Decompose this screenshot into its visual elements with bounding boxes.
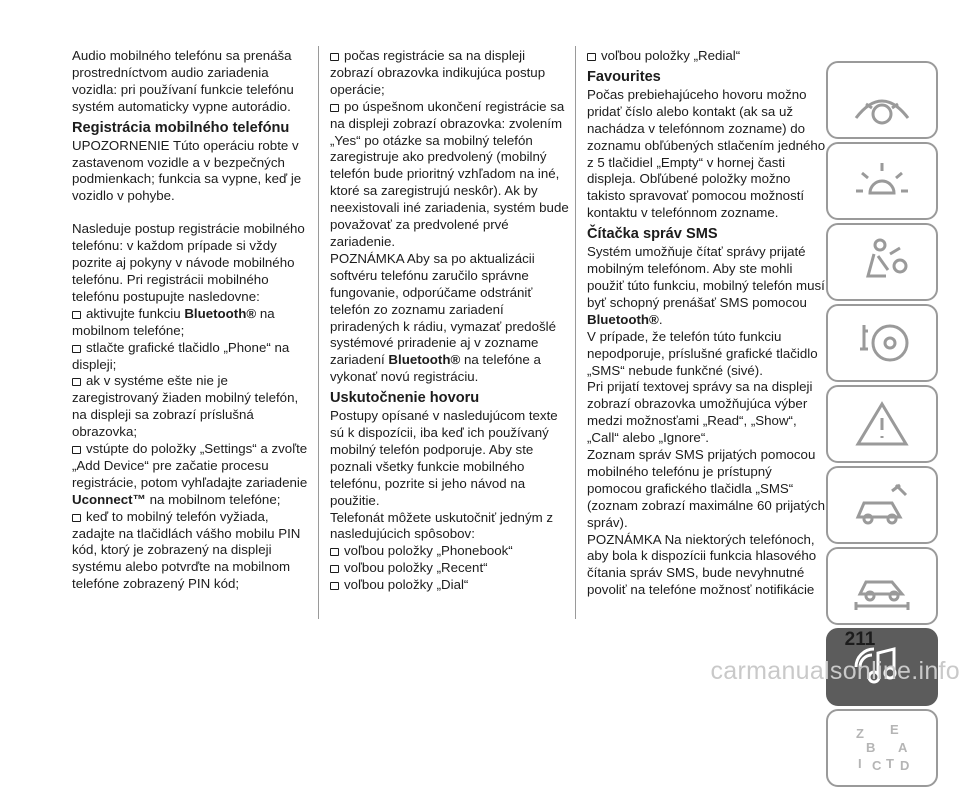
column-divider <box>575 46 576 619</box>
emergency-triangle-icon <box>852 398 912 450</box>
index-letter: B <box>866 740 876 755</box>
text-run: na mobilnom telefóne; <box>145 491 281 507</box>
tab-airbag-seatbelt[interactable] <box>826 223 938 301</box>
bullet-item: voľbou položky „Redial“ <box>587 48 829 65</box>
bullet-item: voľbou položky „Dial“ <box>330 577 572 594</box>
section-heading: Registrácia mobilného telefónu <box>72 119 290 136</box>
tab-alphabetical-index[interactable] <box>826 709 938 787</box>
watermark: carmanualsonline.info <box>710 657 960 685</box>
text-run: aktivujte funkciu <box>86 305 185 321</box>
text-run: Systém umožňuje čítať správy prijaté mobilným telefónom. Aby ste mohli použiť túto funkciu, mobilný telefón musí byť schopný prenášať SMS pomocou <box>587 244 825 310</box>
index-letter: Z <box>856 726 864 741</box>
text-run: POZNÁMKA Aby sa po aktualizácii softvéru telefónu zaručilo správne fungovanie, odporúčame odstrániť telefón zo zoznamu zariadení priradených k rádiu, vymazať predošlé systémové priradenie aj v zozname zariadení <box>330 250 556 368</box>
car-interior-icon <box>852 74 912 126</box>
bold-term: Bluetooth® <box>587 311 659 327</box>
index-letter: T <box>886 756 894 771</box>
bold-term: Bluetooth® <box>388 352 461 368</box>
paragraph: Telefonát môžete uskutočniť jedným z nasledujúcich spôsobov: <box>330 509 554 542</box>
paragraph <box>587 244 829 329</box>
tab-steering-wheel-key[interactable] <box>826 304 938 382</box>
section-heading: Čítačka správ SMS <box>587 226 718 243</box>
paragraph: Pri prijatí textovej správy sa na displeji zobrazí obrazovka umožňujúca výber medzi možnosťami „Read“, „Show“, „Call“ alebo „Ignore“. <box>587 379 813 446</box>
steering-wheel-key-icon <box>852 317 912 369</box>
column-divider <box>318 46 319 619</box>
text-run: . <box>658 311 663 327</box>
paragraph: Zoznam správ SMS prijatých pomocou mobilného telefónu je prístupný pomocou grafického tlačidla „SMS“ (zoznam zobrazí maximálne 60 prijatých správ). <box>587 447 825 530</box>
text-column-3 <box>587 48 829 599</box>
paragraph: Postupy opísané v nasledujúcom texte sú k dispozícii, iba keď ich používaný mobilný telefón podporuje. Aby ste poznali všetky funkcie mobilného telefónu, pozrite si jeho návod na použitie. <box>330 408 558 508</box>
paragraph <box>330 251 572 386</box>
tab-car-interior[interactable] <box>826 61 938 139</box>
paragraph: V prípade, že telefón túto funkciu nepodporuje, príslušné grafické tlačidlo „SMS“ nebude funkčné (sivé). <box>587 328 818 378</box>
bullet-item <box>72 441 314 509</box>
index-letter: D <box>900 758 910 773</box>
paragraph: Audio mobilného telefónu sa prenáša prostredníctvom audio zariadenia vozidla: pri používaní funkcie telefónu systém automaticky vypne autorádio. <box>72 48 294 114</box>
warning-lights-icon <box>852 155 912 207</box>
page-number: 211 <box>844 629 876 650</box>
car-dimensions-icon <box>852 560 912 612</box>
alphabetical-index-icon <box>852 722 912 774</box>
index-letter: E <box>890 722 899 737</box>
bullet-item: po úspešnom ukončení registrácie sa na displeji zobrazí obrazovka: zvolením „Yes“ po otázke sa mobilný telefón zaregistruje ako predvolený (mobilný telefón bude prioritný vzhľadom na iné, ktoré sa zaregistrujú neskôr). Ak by neexistovali iné zariadenia, systém bude považovať za predvolené prvé zariadenie. <box>330 99 572 251</box>
bullet-item: počas registrácie sa na displeji zobrazí obrazovka indikujúca postup operácie; <box>330 48 572 99</box>
index-letter: C <box>872 758 882 773</box>
paragraph: POZNÁMKA Na niektorých telefónoch, aby bola k dispozícii funkcia hlasového čítania správ SMS, bude nevyhnutné povoliť na telefóne možnosť notifikácie <box>587 531 817 598</box>
section-heading: Favourites <box>587 68 661 85</box>
paragraph: Nasleduje postup registrácie mobilného telefónu: v každom prípade si vždy pozrite aj pokyny v návode mobilného telefónu. Pri registrácii mobilného telefónu postupujte nasledovne: <box>72 221 305 304</box>
bullet-item: voľbou položky „Phonebook“ <box>330 543 572 560</box>
paragraph: Počas prebiehajúceho hovoru možno pridať číslo alebo kontakt (ak sa už nachádza v telefónnom zozname) do zoznamu obľúbených stlačením jedného z 5 tlačidiel „Empty“ v hornej časti displeja. Obľúbené položky možno takisto spravovať pomocou možností kontaktu v telefónnom zozname. <box>587 86 826 221</box>
bullet-item: keď to mobilný telefón vyžiada, zadajte na tlačidlách vášho mobilu PIN kód, ktorý je zobrazený na displeji systému alebo potvrďte na mobilnom telefóne zobrazený PIN kód; <box>72 509 314 594</box>
section-heading: Uskutočnenie hovoru <box>330 390 480 407</box>
paragraph-gap <box>72 205 314 221</box>
tab-emergency-triangle[interactable] <box>826 385 938 463</box>
tab-car-dimensions[interactable] <box>826 547 938 625</box>
bold-term: Uconnect™ <box>72 491 146 507</box>
text-column-2 <box>330 48 572 594</box>
tab-car-service[interactable] <box>826 466 938 544</box>
text-run: na mobilnom telefóne; <box>72 305 275 338</box>
bullet-item: voľbou položky „Recent“ <box>330 560 572 577</box>
airbag-seatbelt-icon <box>852 236 912 288</box>
index-letter: A <box>898 740 908 755</box>
tab-warning-lights[interactable] <box>826 142 938 220</box>
car-service-wrench-icon <box>852 479 912 531</box>
text-column-1 <box>72 48 314 593</box>
index-letter: I <box>858 756 862 771</box>
text-run: vstúpte do položky „Settings“ a zvoľte „Add Device“ pre začatie procesu registrácie, potom vyhľadajte zariadenie <box>72 441 308 490</box>
bullet-item: ak v systéme ešte nie je zaregistrovaný žiaden mobilný telefón, na displeji sa zobrazí príslušná obrazovka; <box>72 373 314 441</box>
bold-term: Bluetooth® <box>184 305 257 321</box>
text-run: na telefóne a vykonať novú registráciu. <box>330 352 541 385</box>
bullet-item: stlačte grafické tlačidlo „Phone“ na displeji; <box>72 340 314 374</box>
bullet-item <box>72 306 314 340</box>
paragraph: UPOZORNENIE Túto operáciu robte v zastavenom vozidle a v bezpečných podmienkach; funkcia sa vypne, keď je vozidlo v pohybe. <box>72 137 302 204</box>
